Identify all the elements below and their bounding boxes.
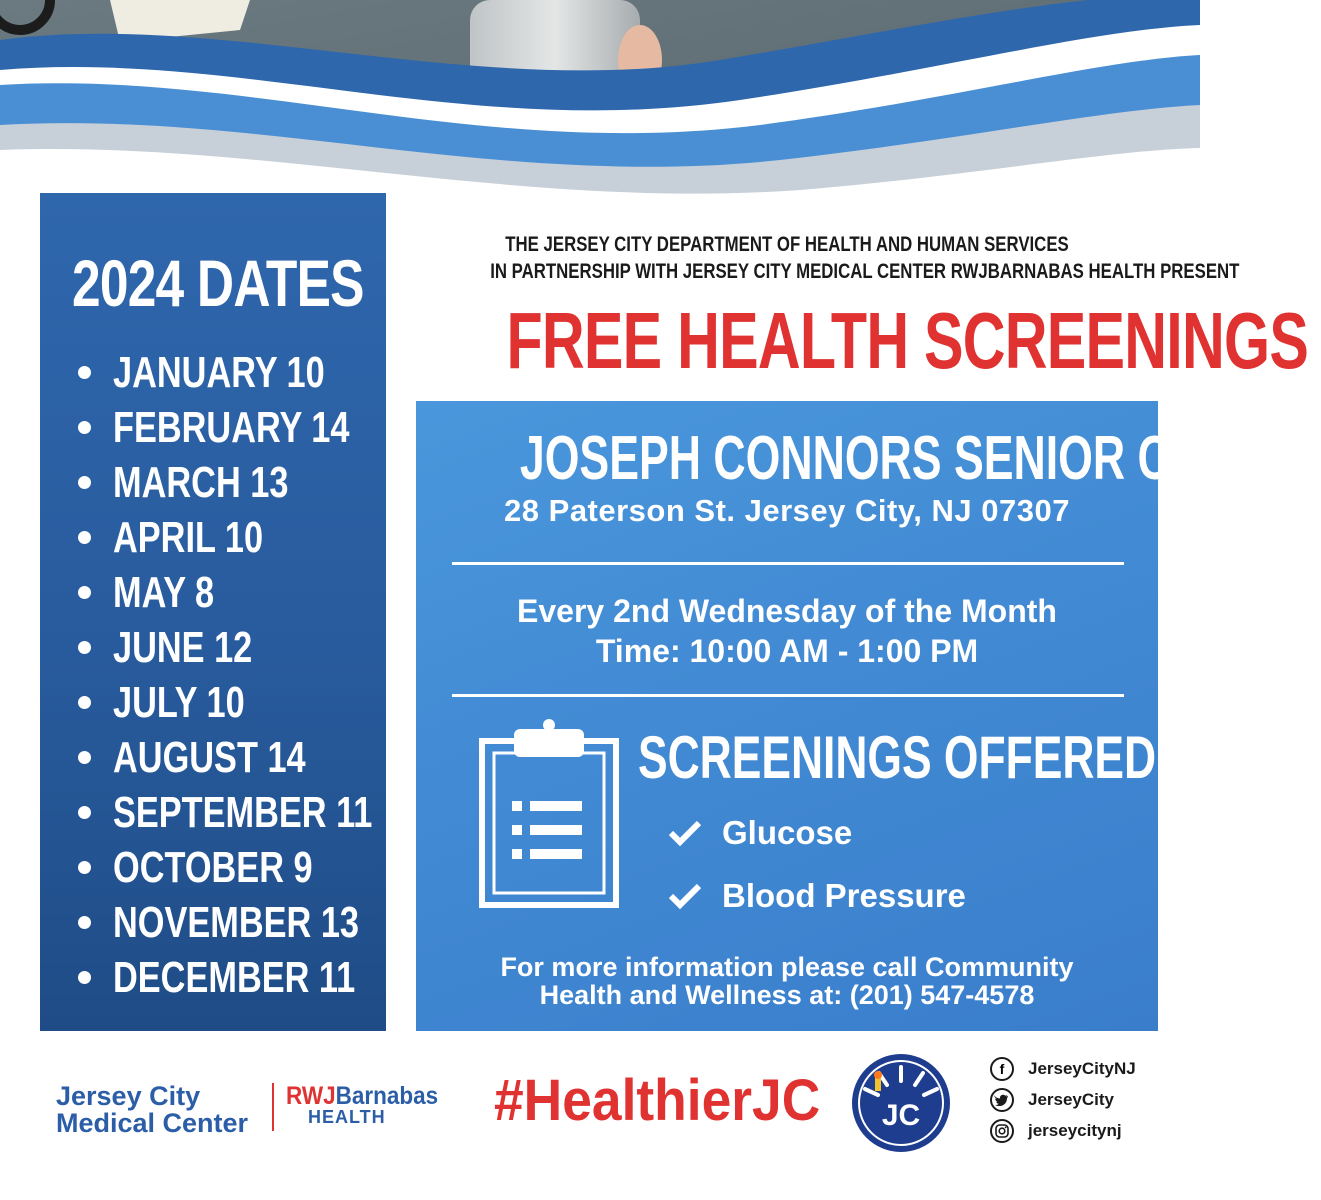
divider: [452, 694, 1124, 697]
date-text: JANUARY 10: [113, 347, 325, 397]
bullet-icon: [78, 751, 91, 764]
bullet-icon: [78, 641, 91, 654]
schedule: [416, 591, 1158, 671]
list-item: [668, 801, 966, 864]
date-text: APRIL 10: [113, 512, 264, 562]
list-item: [78, 455, 446, 510]
checkmark-icon: [668, 882, 702, 910]
date-text: SEPTEMBER 11: [113, 787, 373, 837]
venue-address: 28 Paterson St. Jersey City, NJ 07307: [504, 493, 1070, 528]
header-photo-banner: [0, 0, 1200, 215]
date-text: MARCH 13: [113, 457, 289, 507]
screening-label: Blood Pressure: [722, 876, 966, 914]
social-row-twitter[interactable]: [990, 1084, 1136, 1115]
bullet-icon: [78, 861, 91, 874]
schedule-time: Time: 10:00 AM - 1:00 PM: [595, 633, 979, 669]
date-text: DECEMBER 11: [113, 952, 356, 1002]
date-text: MAY 8: [113, 567, 215, 617]
footer: [0, 1045, 1200, 1200]
jersey-city-seal-icon: [851, 1053, 951, 1153]
logo-divider: [272, 1083, 274, 1131]
clipboard-checklist-icon: [478, 719, 620, 909]
list-item: [78, 675, 446, 730]
social-handle[interactable]: jerseycitynj: [1028, 1120, 1122, 1140]
bullet-icon: [78, 916, 91, 929]
jcmc-logo: [56, 1083, 248, 1137]
list-item: [78, 950, 446, 1005]
schedule-recurrence: Every 2nd Wednesday of the Month: [517, 593, 1057, 629]
twitter-icon: [990, 1088, 1014, 1112]
seal-text: JC: [881, 1099, 921, 1132]
hashtag: #HealthierJC: [494, 1068, 821, 1133]
event-title: FREE HEALTH SCREENINGS: [506, 296, 1309, 385]
list-item: [78, 400, 446, 455]
divider: [452, 562, 1124, 565]
jcmc-logo-line-1: Jersey City: [56, 1081, 201, 1111]
date-text: JUNE 12: [113, 622, 253, 672]
rwjbarnabas-logo: [286, 1083, 438, 1110]
checkmark-icon: [668, 819, 702, 847]
social-row-facebook[interactable]: [990, 1053, 1136, 1084]
facebook-icon: f: [990, 1057, 1014, 1081]
screenings-title: SCREENINGS OFFERED: [638, 724, 1157, 791]
contact-line-1: For more information please call Community: [500, 952, 1074, 982]
list-item: [78, 895, 446, 950]
social-handle[interactable]: JerseyCityNJ: [1028, 1058, 1136, 1078]
bullet-icon: [78, 696, 91, 709]
contact-line-2: Health and Wellness at: (201) 547-4578: [539, 980, 1035, 1010]
date-text: OCTOBER 9: [113, 842, 313, 892]
bullet-icon: [78, 531, 91, 544]
presenter-text: [416, 231, 1240, 285]
date-list: [78, 345, 446, 1005]
bullet-icon: [78, 971, 91, 984]
rwj-logo-blue: Barnabas: [335, 1082, 439, 1110]
bullet-icon: [78, 366, 91, 379]
list-item: [668, 864, 966, 927]
dates-panel: [40, 193, 386, 1031]
dates-title: 2024 DATES: [72, 246, 364, 320]
screening-list: [668, 801, 966, 927]
date-text: AUGUST 14: [113, 732, 306, 782]
list-item: [78, 345, 446, 400]
bullet-icon: [78, 586, 91, 599]
contact-info: [416, 953, 1158, 1009]
bullet-icon: [78, 476, 91, 489]
list-item: [78, 730, 446, 785]
bullet-icon: [78, 806, 91, 819]
list-item: [78, 840, 446, 895]
date-text: JULY 10: [113, 677, 245, 727]
jcmc-logo-line-2: Medical Center: [56, 1108, 249, 1138]
social-row-instagram[interactable]: [990, 1115, 1136, 1146]
date-text: FEBRUARY 14: [113, 402, 350, 452]
presenter-line-2: IN PARTNERSHIP WITH JERSEY CITY MEDICAL CENTER RWJBARNABAS HEALTH PRESENT: [490, 260, 1240, 283]
bullet-icon: [78, 421, 91, 434]
social-handle[interactable]: JerseyCity: [1028, 1089, 1115, 1109]
date-text: NOVEMBER 13: [113, 897, 360, 947]
list-item: [78, 620, 446, 675]
rwjbarnabas-logo-sub: HEALTH: [308, 1107, 386, 1127]
list-item: [78, 565, 446, 620]
list-item: [78, 510, 446, 565]
list-item: [78, 785, 446, 840]
venue-name: JOSEPH CONNORS SENIOR CENTER: [519, 424, 1321, 493]
info-panel: [416, 401, 1321, 1031]
presenter-line-1: THE JERSEY CITY DEPARTMENT OF HEALTH AND HUMAN SERVICES: [505, 233, 1069, 256]
instagram-icon: [990, 1119, 1014, 1143]
rwj-logo-red: RWJ: [286, 1082, 336, 1110]
screening-label: Glucose: [722, 813, 853, 851]
social-links: [990, 1053, 1136, 1146]
